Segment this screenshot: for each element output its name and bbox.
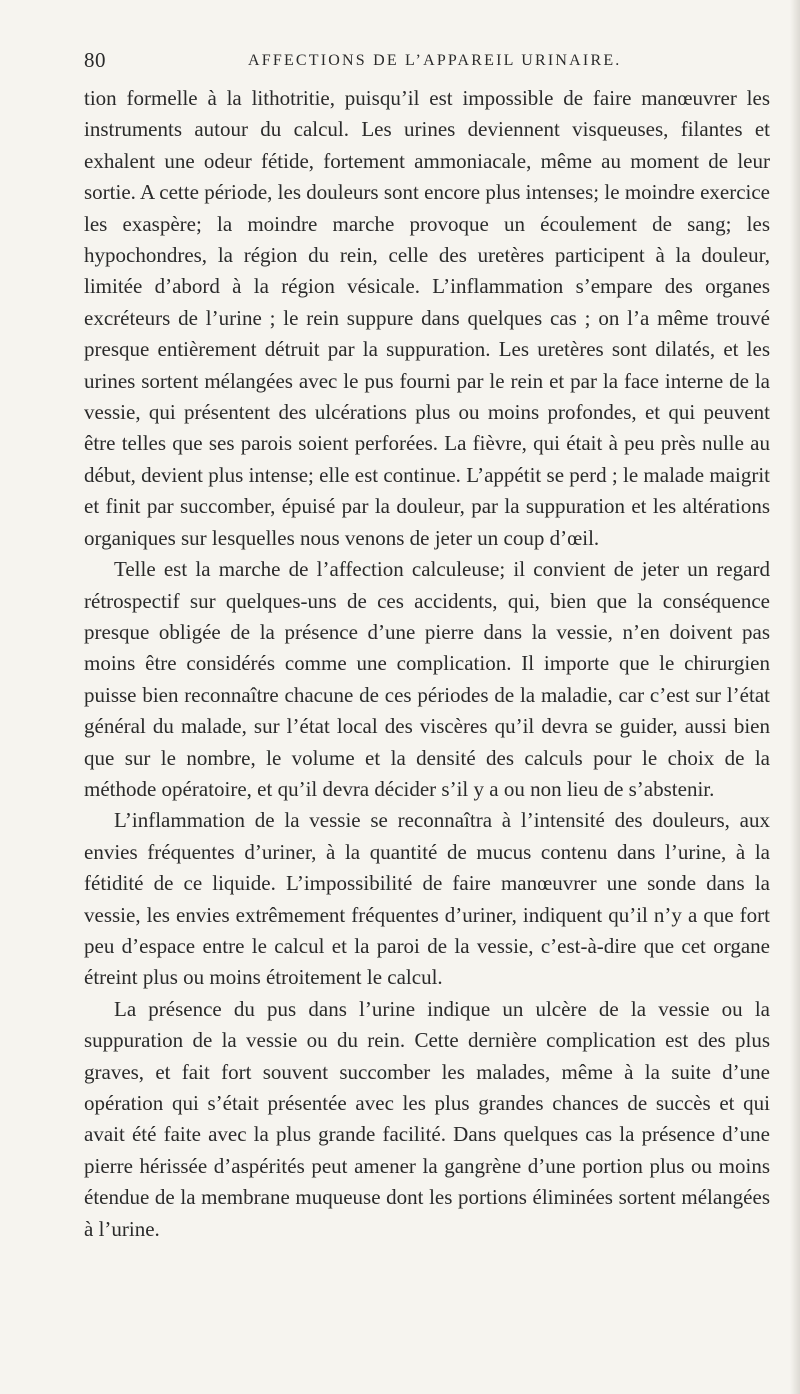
paragraph-continued: tion formelle à la lithotritie, puisqu’il est impossible de faire manœuvrer les instruments autour du calcul. Les urines deviennent visqueuses, filantes et exhalent une odeur fétide, fortement ammoniacale, même au moment de leur sortie. A cette période, les douleurs sont encore plus intenses; le moindre exercice les exaspère; la moindre marche provoque un écoulement de sang; les hypochondres, la région du rein, celle des uretères participent à la douleur, limitée d’abord à la région vésicale. L’inflammation s’empare des organes excréteurs de l’urine ; le rein suppure dans quelques cas ; on l’a même trouvé presque entièrement détruit par la suppuration. Les uretères sont dilatés, et les urines sortent mélangées avec le pus fourni par le rein et par la face interne de la vessie, qui présentent des ulcérations plus ou moins profondes, et qui peuvent être telles que ses parois soient perforées. La fièvre, qui était à peu près nulle au début, devient plus intense; elle est continue. L’appétit se perd ; le malade maigrit et finit par succomber, épuisé par la douleur, par la suppuration et les altérations organiques sur lesquelles nous venons de jeter un coup d’œil. (84, 86, 770, 550)
page-header (84, 44, 774, 78)
running-title: AFFECTIONS DE L’APPAREIL URINAIRE. (248, 52, 622, 69)
page-edge-shadow (790, 0, 800, 1394)
body-text (84, 83, 770, 1245)
paragraph: La présence du pus dans l’urine indique un ulcère de la vessie ou la suppuration de la vessie ou du rein. Cette dernière complication est des plus graves, et fait fort souvent succomber les malades, même à la suite d’une opération qui s’était présentée avec les plus grandes chances de succès et qui avait été faite avec la plus grande facilité. Dans quelques cas la présence d’une pierre hérissée d’aspérités peut amener la gangrène d’une portion plus ou moins étendue de la membrane muqueuse dont les portions éliminées sortent mélangées à l’urine. (84, 996, 770, 1241)
page-number: 80 (84, 48, 106, 72)
paragraph: Telle est la marche de l’affection calculeuse; il convient de jeter un regard rétrospectif sur quelques-uns de ces accidents, qui, bien que la conséquence presque obligée de la présence d’une pierre dans la vessie, n’en doivent pas moins être considérés comme une complication. Il importe que le chirurgien puisse bien reconnaître chacune de ces périodes de la maladie, car c’est sur l’état général du malade, sur l’état local des viscères qu’il devra se guider, aussi bien que sur le nombre, le volume et la densité des calculs pour le choix de la méthode opératoire, et qu’il devra décider s’il y a ou non lieu de s’abstenir. (84, 557, 770, 801)
paragraph: L’inflammation de la vessie se reconnaîtra à l’intensité des douleurs, aux envies fréquentes d’uriner, à la quantité de mucus contenu dans l’urine, à la fétidité de ce liquide. L’impossibilité de faire manœuvrer une sonde dans la vessie, les envies extrêmement fréquentes d’uriner, indiquent qu’il n’y a que fort peu d’espace entre le calcul et la paroi de la vessie, c’est-à-dire que cet organe étreint plus ou moins étroitement le calcul. (84, 808, 770, 990)
